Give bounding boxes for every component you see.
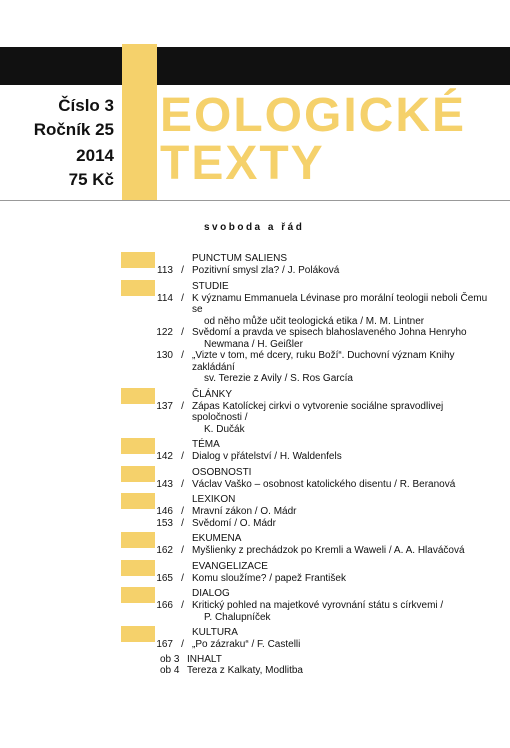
separator: / <box>181 517 184 529</box>
entry-text: Komu sloužíme? / papež František <box>192 572 346 584</box>
back-entry <box>0 654 510 666</box>
page-number: 165 <box>156 572 173 584</box>
toc-entry <box>0 612 510 624</box>
back-cover-entries <box>0 654 510 677</box>
table-of-contents <box>0 252 510 677</box>
page-number <box>0 316 173 328</box>
separator <box>173 339 192 351</box>
separator: / <box>181 600 184 611</box>
toc-entry <box>0 451 510 463</box>
page-number: 130 <box>156 350 173 361</box>
section-title: EKUMENA <box>192 533 242 544</box>
toc-section <box>0 587 510 623</box>
cover-page: ob 3 <box>160 653 180 665</box>
entry-text: Dialog v přátelství / H. Waldenfels <box>192 451 342 462</box>
separator: / <box>181 572 184 584</box>
back-entry-text: INHALT <box>187 653 222 665</box>
top-black-band <box>0 47 510 85</box>
separator: / <box>181 478 184 490</box>
toc-section <box>0 388 510 436</box>
entry-text: Mravní zákon / O. Mádr <box>192 506 297 517</box>
toc-section <box>0 280 510 385</box>
section-title: TÉMA <box>192 439 220 450</box>
page-number: 143 <box>156 478 173 490</box>
issue-number: Číslo 3 <box>58 96 114 115</box>
separator: / <box>181 327 184 338</box>
entry-text: Kritický pohled na majetkové vyrovnání státu s církvemi / <box>192 600 444 611</box>
page-number: 122 <box>156 327 173 338</box>
cover-page: ob 4 <box>160 665 180 676</box>
entry-text: Myšlienky z prechádzok po Kremli a Waweli / A. A. Hlaváčová <box>192 545 465 556</box>
entry-text: Václav Vaško – osobnost katolického disentu / R. Beranová <box>192 478 456 490</box>
section-title: EVANGELIZACE <box>192 560 268 572</box>
entry-text: K. Dučák <box>204 423 245 435</box>
separator <box>173 424 192 436</box>
toc-section <box>0 466 510 491</box>
page-number: 146 <box>156 506 173 517</box>
section-marker <box>121 626 155 642</box>
page-number <box>0 339 173 351</box>
entry-text: Zápas Katolíckej cirkvi o vytvorenie sociálne spravodlivej spoločnosti / <box>192 400 444 423</box>
page-number: 113 <box>157 265 173 276</box>
entry-text: P. Chalupníček <box>204 611 271 623</box>
entry-text: Pozitivní smysl zla? / J. Poláková <box>192 265 340 276</box>
page-number <box>0 424 173 436</box>
section-marker <box>121 466 155 482</box>
toc-entry <box>0 573 510 585</box>
toc-section <box>0 560 510 585</box>
toc-entry <box>0 600 510 612</box>
title-letter-t <box>122 44 157 200</box>
separator: / <box>181 400 184 412</box>
entry-text: „Po zázraku“ / F. Castelli <box>192 639 301 650</box>
section-title: STUDIE <box>192 280 229 292</box>
page-number: 162 <box>156 545 173 556</box>
back-entry <box>0 665 510 677</box>
toc-section <box>0 252 510 277</box>
section-title: LEXIKON <box>192 494 236 505</box>
section-marker <box>121 587 155 603</box>
toc-section <box>0 493 510 529</box>
toc-entry <box>0 401 510 424</box>
separator: / <box>181 506 184 517</box>
toc-entry <box>0 518 510 530</box>
title-line-1: EOLOGICKÉ <box>160 89 467 142</box>
entry-text: K významu Emmanuela Lévinase pro morální teologii neboli Čemu se <box>192 292 488 315</box>
section-title: PUNCTUM SALIENS <box>192 253 288 264</box>
year: 2014 <box>76 146 114 165</box>
section-marker <box>121 280 155 296</box>
toc-entry <box>0 293 510 316</box>
title-line-2: TEXTY <box>160 137 325 190</box>
section-marker <box>121 560 155 576</box>
entry-text: od něho může učit teologická etika / M. M. Lintner <box>204 315 425 327</box>
section-marker <box>121 532 155 548</box>
section-marker <box>121 438 155 454</box>
entry-text: Svědomí a pravda ve spisech blahoslaveného Johna Henryho <box>192 327 467 338</box>
section-title: DIALOG <box>192 588 230 599</box>
separator <box>173 612 192 624</box>
section-title: OSOBNOSTI <box>192 466 252 478</box>
toc-entry <box>0 424 510 436</box>
entry-text: Svědomí / O. Mádr <box>192 517 276 529</box>
separator <box>173 316 192 328</box>
section-title: ČLÁNKY <box>192 388 233 400</box>
page-number: 167 <box>156 639 173 650</box>
toc-entry <box>0 339 510 351</box>
page-number: 166 <box>156 600 173 611</box>
page-number: 137 <box>156 400 173 412</box>
separator: / <box>181 639 184 650</box>
back-entry-text: Tereza z Kalkaty, Modlitba <box>187 665 303 676</box>
section-marker <box>121 252 155 268</box>
toc-entry <box>0 639 510 651</box>
section-marker <box>121 388 155 404</box>
toc-section <box>0 626 510 651</box>
separator: / <box>181 265 184 276</box>
entry-text: Newmana / H. Geißler <box>204 338 303 350</box>
page-number: 142 <box>156 451 173 462</box>
page-number <box>0 373 173 385</box>
volume: Ročník 25 <box>33 120 114 139</box>
price: 75 Kč <box>68 170 114 189</box>
toc-section <box>0 438 510 463</box>
page-number: 153 <box>156 517 173 529</box>
toc-entry <box>0 265 510 277</box>
toc-entry <box>0 373 510 385</box>
section-marker <box>121 493 155 509</box>
toc-entry <box>0 327 510 339</box>
entry-text: sv. Terezie z Avily / S. Ros García <box>204 373 353 384</box>
entry-text: „Vizte v tom, mé dcery, ruku Boží“. Duchovní význam Knihy zakládání <box>192 350 455 373</box>
separator: / <box>181 451 184 462</box>
toc-entry <box>0 506 510 518</box>
section-title: KULTURA <box>192 627 238 638</box>
separator: / <box>181 545 184 556</box>
page-number: 114 <box>157 292 173 304</box>
separator: / <box>181 350 184 361</box>
toc-entry <box>0 350 510 373</box>
separator <box>173 373 192 385</box>
toc-entry <box>0 479 510 491</box>
header-divider <box>0 200 510 201</box>
issue-theme: svoboda a řád <box>204 222 305 233</box>
page-number <box>0 612 173 624</box>
toc-section <box>0 532 510 557</box>
toc-entry <box>0 316 510 328</box>
toc-entry <box>0 545 510 557</box>
separator: / <box>181 292 184 304</box>
